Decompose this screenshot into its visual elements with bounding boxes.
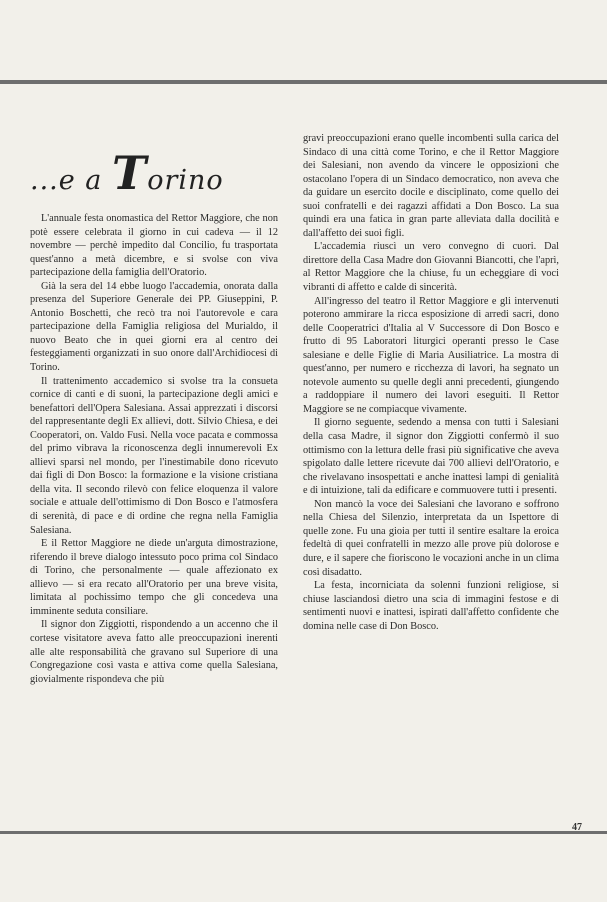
paragraph: Il giorno seguente, sedendo a mensa con tutti i Salesiani della casa Madre, il signor don Ziggiotti confermò il suo ottimismo con la lettura delle frasi più significative che aveva spigolato dalle lettere ricevute dai 700 allievi dell'Oratorio, e che rivelavano insospettati e anche inattesi lampi di genialità e di intuizione, tali da edificare e commuovere tutti i presenti. [303, 417, 559, 497]
top-rule [0, 80, 607, 84]
bottom-rule [0, 831, 607, 834]
left-column [30, 212, 278, 686]
paragraph: gravi preoccupazioni erano quelle incombenti sulla carica del Sindaco di una città come Torino, e che il Rettor Maggiore dei Salesiani, non avendo da vincere le opposizioni che ostacolano l'opera di un Sindaco democratico, non aveva che da guidare un esercito docile e disciplinato, come quello dei suoi confratelli e dei ragazzi affidati a Don Bosco. La sua quindi era una fatica in gran parte alleviata dalla docilità e dall'affetto dei suoi figli. [303, 133, 559, 239]
article-title [30, 146, 224, 200]
paragraph: Non mancò la voce dei Salesiani che lavorano e soffrono nella Chiesa del Silenzio, interpretata da un Ispettore di quelle zone. Fu una gioia per tutti il sentire esaltare la eroica fedeltà di quei confratelli in mezzo alle prove più dolorose e dure, e il sapere che fioriscono le vocazioni anche in un clima così disadatto. [303, 498, 559, 578]
title-initial: T [112, 146, 148, 200]
paragraph: All'ingresso del teatro il Rettor Maggiore e gli intervenuti poterono ammirare la ricca esposizione di arredi sacri, dono delle Cooperatrici d'Italia al V Successore di Don Bosco e frutto di 95 Laboratori liturgici operanti presso le Case salesiane e delle Figlie di Maria Ausiliatrice. La mostra di quest'anno, per numero e ricchezza di lavori, ha segnato un notevole aumento su quelle degli anni precedenti, giungendo a raddoppiare il numero dei lavori eseguiti. Il Rettor Maggiore se ne compiacque vivamente. [303, 295, 559, 415]
paragraph: Il trattenimento accademico si svolse tra la consueta cornice di canti e di suoni, la partecipazione degli amici e benefattori dell'Opera Salesiana. Assai apprezzati i discorsi del rappresentante degli Ex allievi, dott. Silvio Chiesa, e dei Cooperatori, on. Valdo Fusi. Nella voce pacata e commossa del primo vibrava la riconoscenza degli innumerevoli Ex allievi sparsi nel mondo, per l'inestimabile dono ricevuto dai figli di Don Bosco: la formazione e la visione cristiana della vita. Il secondo rilevò con felice eloquenza il valore sociale e attuale dell'ottimismo di Don Bosco e l'atmosfera di serenità, di pace e di ordine che regna nella Famiglia Salesiana. [30, 375, 278, 536]
page-number: 47 [572, 822, 582, 833]
paragraph: Il signor don Ziggiotti, rispondendo a un accenno che il cortese visitatore aveva fatto alle preoccupazioni inerenti alle alte responsabilità che gravano sul Superiore di una Congregazione così vasta e attiva come quella Salesiana, giovialmente rispondeva che più [30, 619, 278, 685]
paragraph: Già la sera del 14 ebbe luogo l'accademia, onorata dalla presenza del Superiore Generale dei PP. Giuseppini, P. Antonio Boschetti, che recò tra noi l'autorevole e cara partecipazione della Famiglia religiosa del Murialdo, il nuovo Beato che in quei giorni era al centro dei festeggiamenti organizzati in suo onore dall'Archidiocesi di Torino. [30, 280, 278, 374]
paragraph: L'annuale festa onomastica del Rettor Maggiore, che non potè essere celebrata il giorno in cui cadeva — il 12 novembre — perchè impedito dal Concilio, fu trasportata quest'anno a metà dicembre, e si svolse con viva partecipazione della famiglia dell'Oratorio. [30, 213, 278, 279]
paragraph: L'accademia riuscì un vero convegno di cuori. Dal direttore della Casa Madre don Giovanni Biancotti, che l'aprì, al Rettor Maggiore che la chiuse, fu un echeggiare di voci vibranti di affetto e calde di sincerità. [303, 241, 559, 294]
paragraph: E il Rettor Maggiore ne diede un'arguta dimostrazione, riferendo il breve dialogo intessuto poco prima col Sindaco di Torino, che personalmente — quale affezionato ex allievo — si era recato all'Oratorio per una breve visita, limitata al pochissimo tempo che gli concedeva una imminente seduta consiliare. [30, 538, 278, 617]
title-prefix: ...e a [30, 165, 112, 196]
paragraph: La festa, incorniciata da solenni funzioni religiose, si chiuse lasciandosi dietro una scia di immagini festose e di sentimenti nuovi e inattesi, ispirati dall'affetto confidente che domina nelle case di Don Bosco. [303, 580, 559, 632]
title-rest: orino [147, 165, 224, 196]
right-column [303, 132, 559, 633]
